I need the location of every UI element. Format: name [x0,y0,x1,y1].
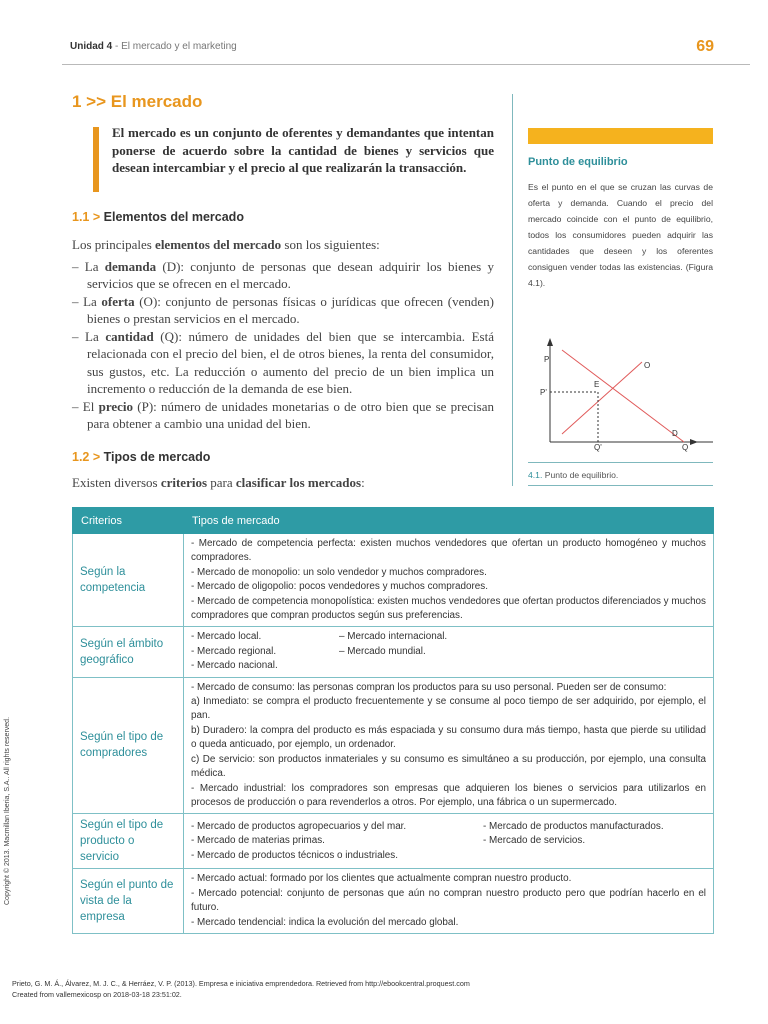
caption-rule-bottom [528,485,713,486]
intro-accent-bar [93,127,99,192]
list-item-precio: – El precio (P): número de unidades monetarias o de otro bien que se precisan para obtener a cambio una unidad del bien. [72,398,494,431]
label-p: P [544,355,550,364]
table-row [73,814,714,869]
column-divider [512,94,513,486]
header-criterios: Criterios [73,508,184,534]
running-header [70,41,237,52]
criterion-cell: Según el ámbito geográfico [73,627,184,677]
criterion-cell: Según el punto de vista de la empresa [73,869,184,934]
types-cell: - Mercado de productos agropecuarios y del mar. - Mercado de materias primas. - Mercado de productos técnicos o industriales. - Mercado de productos manufacturados. - Mercado de servicios. [184,814,714,869]
x-axis-arrow [690,439,698,445]
label-e: E [594,380,600,389]
types-cell: - Mercado actual: formado por los clientes que actualmente compran nuestro producto. - Mercado potencial: conjunto de personas que aún no compran nuestro producto pero que podrían hacerlo en el futuro. - Mercado tendencial: indica la evolución del mercado global. [184,869,714,934]
label-d: D [672,429,678,438]
market-types-table [72,507,714,934]
types-cell: - Mercado de competencia perfecta: existen muchos vendedores que ofertan un producto homogéneo y muchos compradores. - Mercado de monopolio: un solo vendedor y muchos compradores. - Mercado de oligopolio: pocos vendedores y muchos compradores. - Mercado de competencia monopolística: existen muchos vendedores que ofertan productos diferenciados y muchos compradores que compran productos según sus preferencias. [184,534,714,627]
citation-line: Prieto, G. M. Á., Álvarez, M. J. C., & Herráez, V. P. (2013). Empresa e iniciativa emprendedora. Retrieved from http://ebookcentral.proquest.com [12,979,470,988]
copyright-notice: Copyright © 2013. Macmillan Iberia, S.A.. All rights reserved. [4,716,11,905]
subsection-tipos-title [72,450,210,464]
subsection-elementos-title [72,210,244,224]
y-axis-arrow [547,338,553,346]
unit-label: Unidad 4 [70,41,113,52]
elements-body [72,236,494,433]
supply-curve [562,362,642,434]
citation-footer [12,978,470,1000]
caption-rule-top [528,462,713,463]
table-row [73,869,714,934]
unit-subtitle: El mercado y el marketing [121,41,237,52]
list-item-oferta: – La oferta (O): conjunto de personas físicas o jurídicas que ofrecen (venden) bienes o prestan servicios en el mercado. [72,293,494,326]
criterion-cell: Según el tipo de compradores [73,677,184,814]
header-separator: - [112,41,122,52]
demand-curve [562,350,684,442]
subsection-label: Tipos de mercado [100,450,211,464]
types-cell: - Mercado de consumo: las personas compran los productos para su uso personal. Pueden ser de consumo: a) Inmediato: se compra el producto frecuentemente y se consume al poco tiempo de ser adquirido, por ejemplo, el pan. b) Duradero: la compra del producto es más espaciada y su consumo dura más tiempo, hasta que pierde su utilidad o queda anticuado, por ejemplo, un ordenador. c) De servicio: son productos inmateriales y su consumo es simultáneo a su producción, por ejemplo, una consulta médica. - Mercado industrial: los compradores son empresas que adquieren los bienes o servicios para utilizarlos en procesos de producción o para revenderlos a otros. Por ejemplo, una fábrica o un supermercado. [184,677,714,814]
header-divider [62,64,750,65]
table-header-row [73,508,714,534]
label-p-star: P' [540,388,547,397]
table-row [73,534,714,627]
label-o: O [644,361,651,370]
tipos-lead: Existen diversos criterios para clasificar los mercados: [72,475,365,490]
types-cell: - Mercado local. - Mercado regional. - Mercado nacional. – Mercado internacional. – Mercado mundial. [184,627,714,677]
header-tipos: Tipos de mercado [184,508,714,534]
criterion-cell: Según la competencia [73,534,184,627]
label-q: Q [682,443,689,452]
sidebar-text: Es el punto en el que se cruzan las curvas de oferta y demanda. Cuando el precio del mercado coincide con el punto de equilibrio, todos los consumidores pueden adquirir las cantidades que deseen y los oferentes consiguen vender todas las existencias. (Figura 4.1). [528,182,713,288]
intro-paragraph: El mercado es un conjunto de oferentes y demandantes que intentan ponerse de acuerdo sobre la cantidad de bienes y servicios que desean intercambiar y el precio al que realizarán la transacción. [112,125,494,175]
subsection-number: 1.2 > [72,450,101,464]
criterion-cell: Según el tipo de producto o servicio [73,814,184,869]
subsection-label: Elementos del mercado [100,210,244,224]
equilibrium-chart [528,330,713,456]
sidebar-title: Punto de equilibrio [528,156,628,168]
table-row [73,627,714,677]
label-q-star: Q' [594,443,602,452]
sidebar-accent-bar [528,128,713,144]
section-title: 1 >> El mercado [72,92,203,111]
list-item-demanda: – La demanda (D): conjunto de personas que desean adquirir los bienes y servicios que se ofrecen en el mercado. [72,258,494,291]
figure-caption: 4.1. Punto de equilibrio. [528,470,619,480]
elements-lead: Los principales elementos del mercado son los siguientes: [72,237,380,252]
created-line: Created from vallemexicosp on 2018-03-18 23:51:02. [12,990,182,999]
list-item-cantidad: – La cantidad (Q): número de unidades del bien que se intercambia. Está relacionada con el precio del bien, el de otros bienes, la renta del consumidor, sus gustos, etc. La reducción o aumento del precio de un bien implica un incremento o reducción de la demanda de ese bien. [72,328,494,396]
subsection-number: 1.1 > [72,210,101,224]
page-number: 69 [696,38,714,55]
table-row [73,677,714,814]
